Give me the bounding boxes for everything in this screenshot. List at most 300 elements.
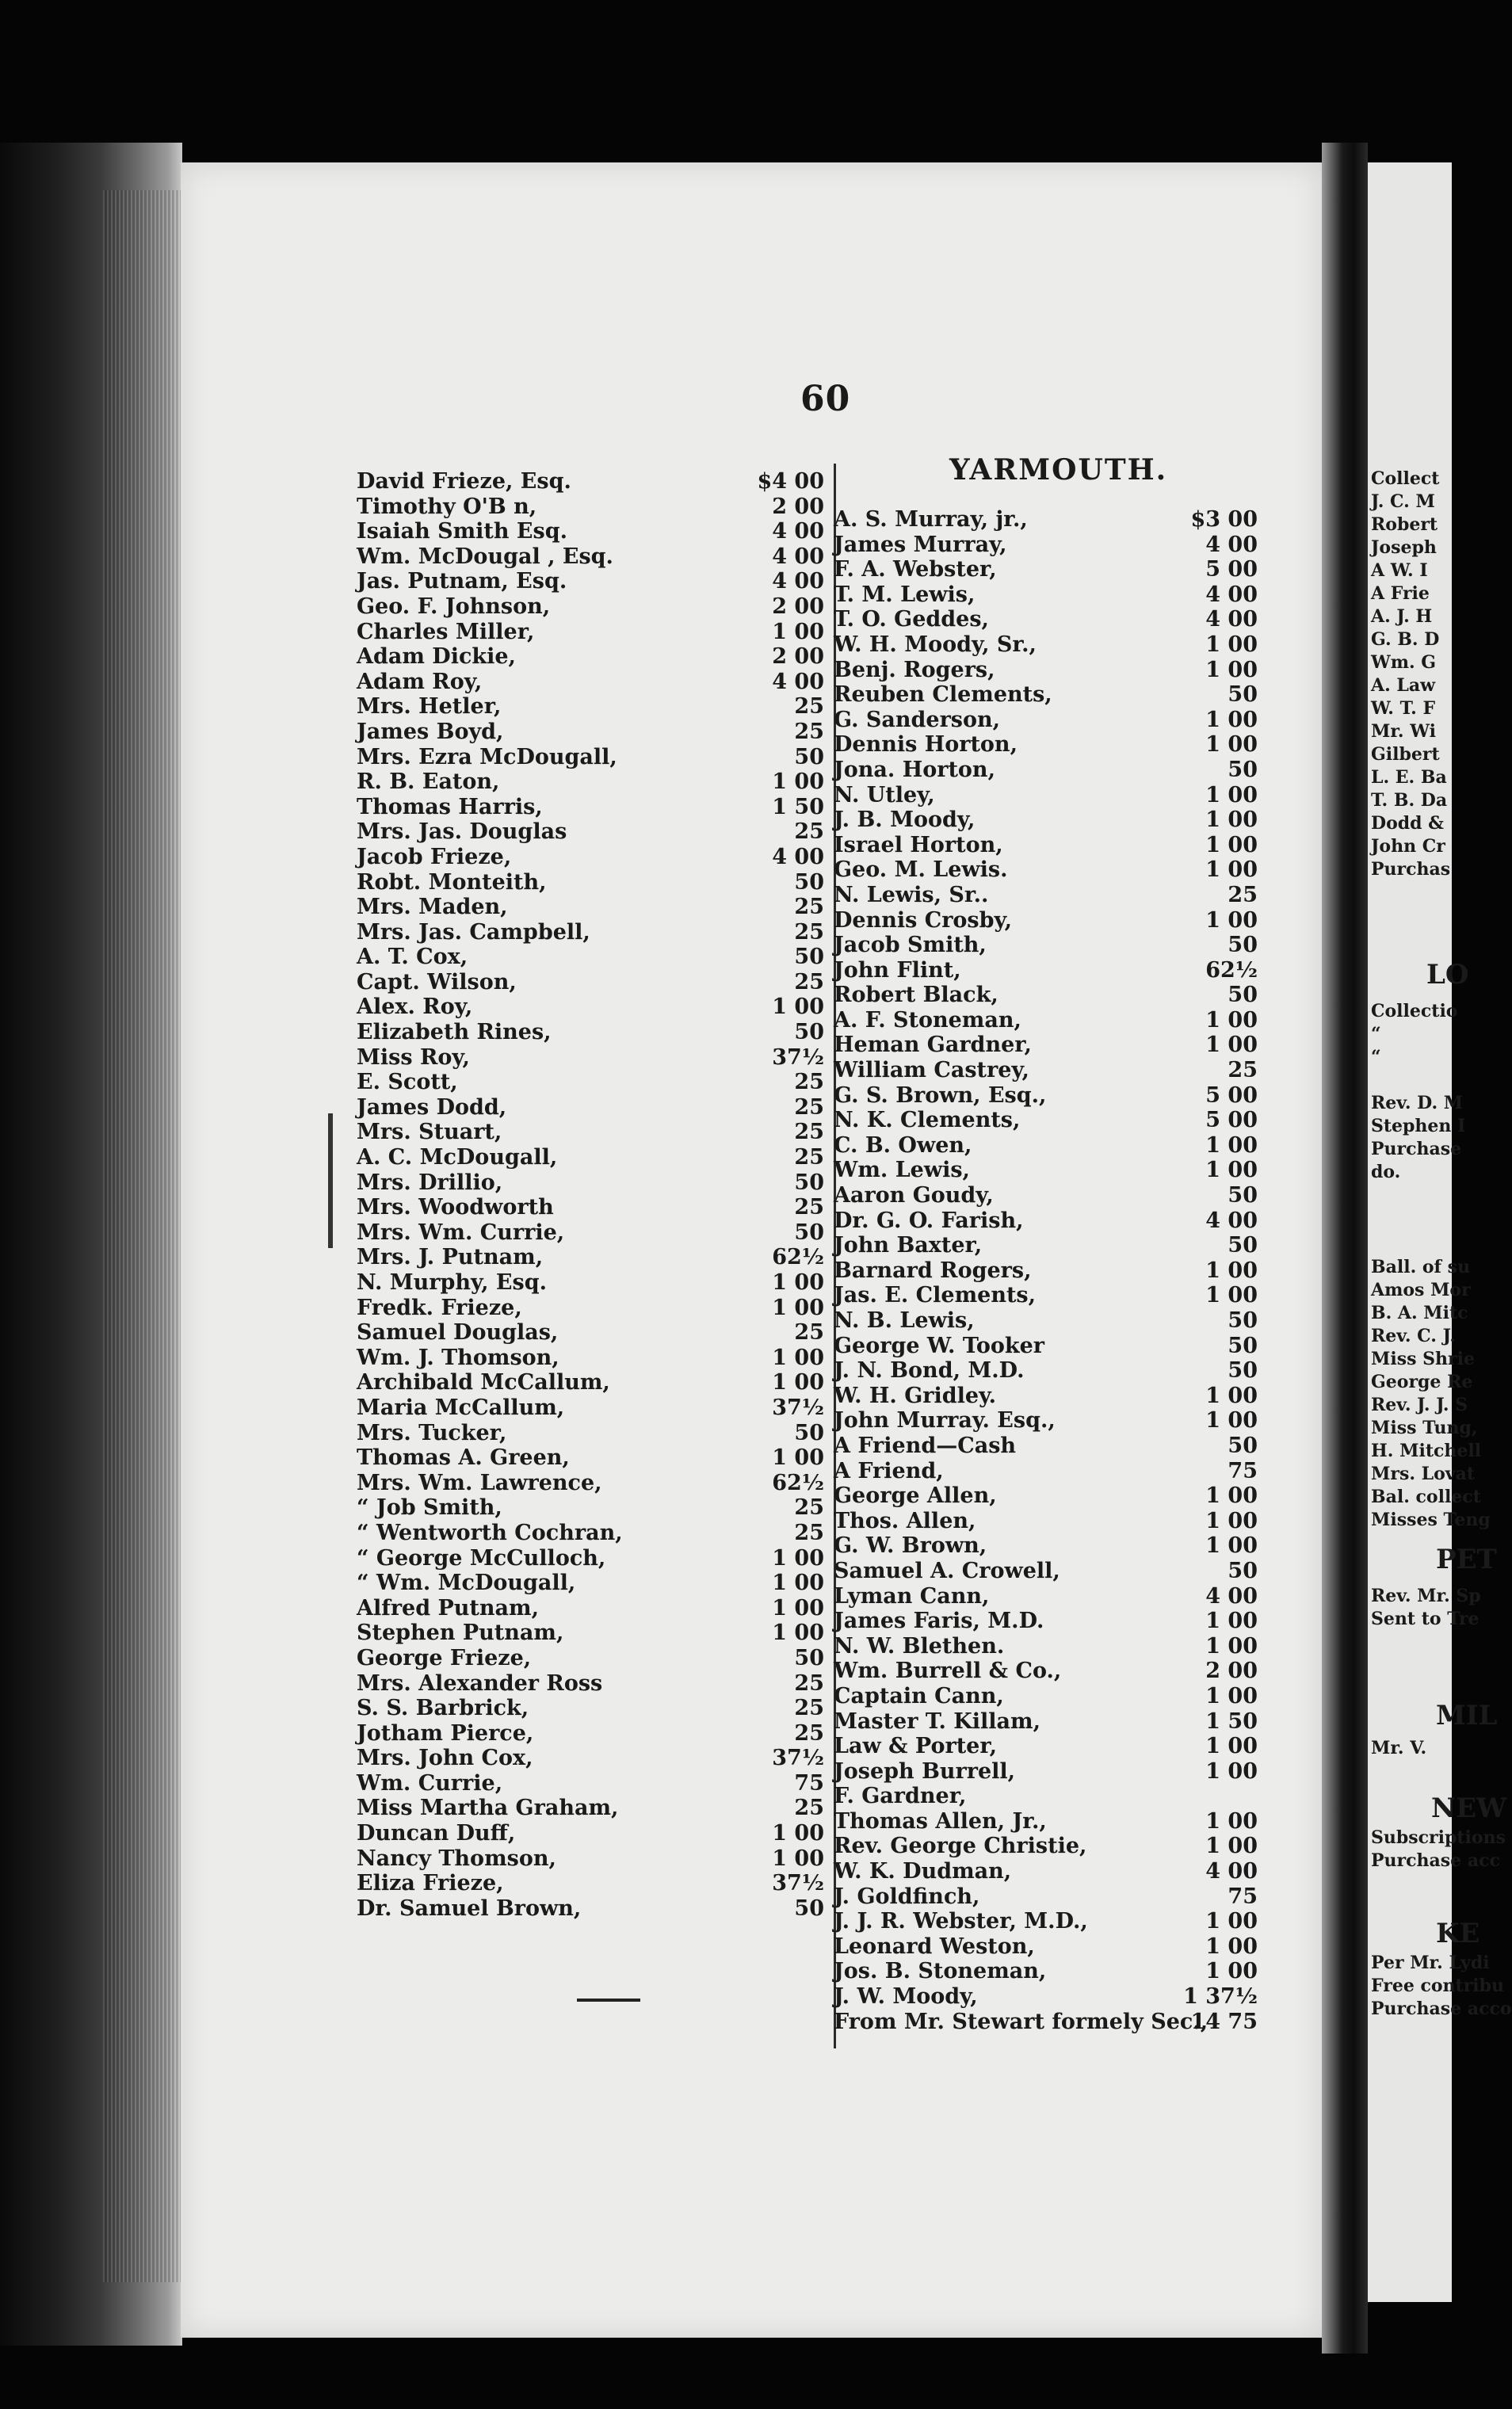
list-item (834, 1459, 1277, 1484)
facing-page-line: Mr. V. (1371, 1738, 1427, 1758)
list-item (834, 807, 1277, 833)
subscriber-name: Thomas Allen, Jr., (834, 1808, 1047, 1834)
subscriber-name: Mrs. Jas. Campbell, (357, 919, 590, 945)
list-item (834, 632, 1277, 658)
subscription-amount: 1 00 (772, 995, 824, 1020)
list-item (834, 1659, 1277, 1684)
facing-page-line: W. T. F (1371, 698, 1436, 719)
list-item (357, 1445, 832, 1471)
subscription-amount: 1 00 (1205, 1934, 1258, 1959)
facing-page-list-new (1371, 1827, 1506, 1873)
subscriber-name: Stephen Putnam, (357, 1621, 564, 1646)
subscriber-name: John Murray. Esq., (834, 1408, 1056, 1434)
list-item (357, 769, 832, 795)
facing-page-line: B. A. Mitc (1371, 1303, 1468, 1323)
subscription-amount: 2 00 (772, 644, 824, 670)
list-item (834, 1183, 1277, 1208)
list-item (357, 720, 832, 745)
subscription-amount: 50 (794, 869, 824, 895)
subscriber-name: Wm. Lewis, (834, 1158, 970, 1183)
subscription-amount: 25 (1228, 1058, 1258, 1083)
subscription-amount: 1 00 (1205, 1683, 1258, 1708)
subscription-amount: 50 (1228, 1233, 1258, 1258)
list-item (834, 1809, 1277, 1834)
list-item (357, 819, 832, 845)
subscription-amount: 50 (794, 1020, 824, 1045)
list-item (357, 995, 832, 1020)
list-item (834, 1233, 1277, 1258)
subscription-amount: $4 00 (757, 469, 824, 494)
list-item (357, 620, 832, 645)
list-item (357, 1821, 832, 1846)
facing-page-list-pet (1371, 1585, 1481, 1631)
subscriber-name: Jas. Putnam, Esq. (357, 569, 567, 594)
subscription-amount: 50 (794, 1220, 824, 1245)
list-item (834, 582, 1277, 608)
list-item (357, 1546, 832, 1571)
facing-page-line: Collect (1371, 468, 1440, 489)
subscription-amount: 1 00 (1205, 1758, 1258, 1784)
subscription-amount: 50 (1228, 1433, 1258, 1458)
facing-page-line: L. E. Ba (1371, 767, 1447, 788)
subscriber-name: C. B. Owen, (834, 1132, 972, 1158)
subscriber-name: Nancy Thomson, (357, 1846, 556, 1871)
subscriber-name: Mrs. Stuart, (357, 1120, 502, 1145)
subscription-amount: 62½ (1205, 957, 1258, 983)
list-item (834, 1634, 1277, 1659)
subscription-amount: 25 (794, 895, 824, 920)
subscription-amount: 50 (1228, 1183, 1258, 1208)
subscriber-name: Maria McCallum, (357, 1395, 565, 1420)
subscription-amount: 50 (794, 1896, 824, 1921)
facing-heading-lo: LO (1426, 959, 1469, 991)
subscription-amount: 4 00 (1205, 582, 1258, 607)
subscription-amount: 62½ (772, 1245, 824, 1270)
subscriber-name: S. S. Barbrick, (357, 1696, 529, 1721)
list-item (357, 1521, 832, 1546)
subscription-amount: 25 (794, 969, 824, 995)
facing-page-list-mil (1371, 1737, 1426, 1760)
facing-heading-ke: KE (1436, 1918, 1480, 1949)
subscriber-name: A Friend, (834, 1458, 944, 1483)
subscriber-name: J. Goldfinch, (834, 1884, 980, 1909)
subscriber-name: Timothy O'B n, (357, 494, 537, 519)
subscriber-name: Mrs. Woodworth (357, 1195, 554, 1220)
list-item (834, 933, 1277, 958)
list-item (834, 2010, 1277, 2035)
subscription-amount: 50 (1228, 757, 1258, 782)
list-item (357, 1495, 832, 1521)
subscription-amount: 75 (1228, 1884, 1258, 1909)
list-item (834, 1734, 1277, 1759)
subscriber-name: Dr. Samuel Brown, (357, 1896, 582, 1921)
subscription-amount: 1 00 (1205, 1132, 1258, 1158)
subscription-amount: 1 00 (1205, 1258, 1258, 1283)
subscriber-name: Rev. George Christie, (834, 1834, 1087, 1859)
subscription-amount: 1 00 (1205, 1408, 1258, 1434)
subscription-amount: 1 00 (772, 619, 824, 644)
subscriber-name: Thos. Allen, (834, 1508, 976, 1533)
subscription-amount: 1 00 (1205, 707, 1258, 732)
subscription-amount: 4 00 (772, 844, 824, 869)
subscription-amount: 25 (794, 919, 824, 945)
subscriber-name: Dr. G. O. Farish, (834, 1208, 1024, 1233)
subscription-amount: 1 00 (1205, 1483, 1258, 1509)
subscriber-name: Aaron Goudy, (834, 1183, 994, 1208)
facing-page-line: do. (1371, 1162, 1401, 1182)
list-item (357, 1270, 832, 1296)
list-item (834, 1058, 1277, 1083)
subscription-amount: 5 00 (1205, 1108, 1258, 1133)
list-item (357, 1721, 832, 1747)
subscriber-name: Capt. Wilson, (357, 969, 517, 995)
subscription-amount: 1 00 (1205, 832, 1258, 857)
list-item (834, 1408, 1277, 1434)
section-heading-yarmouth: YARMOUTH. (949, 453, 1168, 487)
subscriber-name: Adam Dickie, (357, 644, 516, 670)
facing-page-line: Amos Mor (1371, 1280, 1471, 1300)
subscriber-name: N. K. Clements, (834, 1108, 1021, 1133)
list-item (357, 1421, 832, 1446)
subscriber-name: N. W. Blethen. (834, 1633, 1005, 1659)
subscription-amount: 1 00 (772, 1595, 824, 1621)
subscriber-name: A. F. Stoneman, (834, 1007, 1021, 1033)
subscriber-name: Jona. Horton, (834, 757, 995, 782)
subscriber-name: F. A. Webster, (834, 557, 997, 582)
list-item (834, 1108, 1277, 1133)
facing-page-line: Per Mr. Lydi (1371, 1953, 1490, 1973)
subscription-amount: 1 00 (1205, 1007, 1258, 1033)
facing-page-line: Joseph (1371, 537, 1437, 558)
subscription-amount: 50 (1228, 983, 1258, 1008)
subscriber-name: A. T. Cox, (357, 945, 468, 970)
list-item (357, 694, 832, 720)
list-item (357, 670, 832, 695)
facing-page-line: Purchase acc (1371, 1850, 1500, 1871)
subscription-amount: 62½ (772, 1470, 824, 1495)
subscription-amount: 1 00 (772, 1621, 824, 1646)
list-item (834, 1859, 1277, 1884)
subscriber-name: Barnard Rogers, (834, 1258, 1032, 1283)
list-item (834, 1158, 1277, 1183)
subscriber-name: N. Utley, (834, 782, 935, 807)
subscription-amount: 2 00 (772, 494, 824, 519)
subscriber-name: Reuben Clements, (834, 682, 1052, 708)
subscription-amount: 37½ (772, 1871, 824, 1896)
subscriber-name: “ Job Smith, (357, 1495, 502, 1521)
list-item (834, 1533, 1277, 1559)
list-item (834, 833, 1277, 858)
facing-page-line: J. C. M (1371, 491, 1435, 512)
subscriber-name: George W. Tooker (834, 1333, 1044, 1358)
facing-page-line: Collectio (1371, 1001, 1458, 1021)
subscription-amount: 4 00 (772, 544, 824, 569)
list-item (357, 1170, 832, 1196)
subscriber-name: F. Gardner, (834, 1784, 967, 1809)
facing-page-line (1371, 1069, 1465, 1092)
list-item (357, 1696, 832, 1721)
facing-page-line: Rev. C. J. (1371, 1326, 1456, 1346)
list-item (834, 883, 1277, 908)
list-item (834, 1283, 1277, 1308)
list-item (357, 795, 832, 820)
subscriber-name: Wm. Currie, (357, 1770, 503, 1796)
list-item (357, 469, 832, 494)
list-item (834, 1609, 1277, 1634)
facing-page-line: A. Law (1371, 675, 1436, 696)
subscriber-name: N. Lewis, Sr.. (834, 882, 989, 907)
subscriber-name: “ Wentworth Cochran, (357, 1520, 623, 1545)
subscriber-name: Archibald McCallum, (357, 1370, 610, 1395)
subscription-amount: 1 00 (1205, 807, 1258, 833)
subscriber-name: Charles Miller, (357, 619, 535, 644)
subscriber-name: Jas. E. Clements, (834, 1283, 1037, 1308)
subscriber-name: Samuel Douglas, (357, 1320, 559, 1346)
list-item (357, 594, 832, 620)
subscription-amount: 1 00 (1205, 1959, 1258, 1984)
subscription-amount: 75 (794, 1770, 824, 1796)
facing-page-line: Miss Shrie (1371, 1349, 1475, 1369)
subscription-amount: 25 (794, 1520, 824, 1545)
subscriber-name: J. B. Moody, (834, 807, 976, 833)
list-item (834, 1258, 1277, 1284)
list-item (357, 970, 832, 995)
facing-page-list-ke (1371, 1952, 1512, 2021)
subscription-amount: 5 00 (1205, 1082, 1258, 1108)
subscriber-name: Wm. McDougal , Esq. (357, 544, 613, 569)
subscriber-name: George Allen, (834, 1483, 997, 1509)
subscriber-name: Mrs. Hetler, (357, 694, 502, 720)
list-item (834, 1483, 1277, 1509)
list-item (357, 895, 832, 920)
list-item (357, 1095, 832, 1121)
list-item (834, 758, 1277, 783)
facing-page-line: Subscriptions (1371, 1827, 1506, 1848)
facing-page-line: Wm. G (1371, 652, 1437, 673)
subscription-amount: 1 00 (772, 1370, 824, 1395)
list-item (357, 1746, 832, 1771)
list-item (834, 1358, 1277, 1384)
subscriber-name: Wm. J. Thomson, (357, 1345, 559, 1370)
facing-page-line: “ (1371, 1047, 1381, 1067)
margin-mark (328, 1113, 333, 1248)
subscriber-name: W. K. Dudman, (834, 1859, 1012, 1884)
subscriber-name: Samuel A. Crowell, (834, 1558, 1060, 1583)
subscriber-name: W. H. Moody, Sr., (834, 632, 1037, 657)
subscriber-name: Dennis Horton, (834, 732, 1018, 758)
subscription-amount: 1 00 (772, 1846, 824, 1871)
subscription-amount: 4 00 (772, 569, 824, 594)
subscriber-name: Elizabeth Rines, (357, 1020, 552, 1045)
list-item (357, 1596, 832, 1621)
subscription-amount: 25 (794, 819, 824, 845)
list-item (834, 1384, 1277, 1409)
subscription-amount: 25 (794, 719, 824, 744)
subscription-amount: 1 00 (1205, 1283, 1258, 1308)
subscriber-name: Isaiah Smith Esq. (357, 519, 567, 544)
subscriber-list-yarmouth (834, 507, 1277, 2034)
subscriber-name: Mrs. Wm. Lawrence, (357, 1470, 602, 1495)
subscription-amount: 1 00 (1205, 1808, 1258, 1834)
list-item (834, 732, 1277, 758)
subscriber-name: J. N. Bond, M.D. (834, 1358, 1025, 1384)
subscriber-name: Geo. F. Johnson, (357, 594, 551, 619)
list-item (357, 1370, 832, 1395)
subscription-amount: 37½ (772, 1044, 824, 1070)
subscription-amount: 5 00 (1205, 557, 1258, 582)
subscriber-name: Mrs. Drillio, (357, 1170, 503, 1195)
subscriber-name: R. B. Eaton, (357, 769, 500, 795)
list-item (357, 1771, 832, 1796)
subscription-amount: 1 50 (1205, 1708, 1258, 1734)
subscription-amount: 50 (1228, 1558, 1258, 1583)
list-item (357, 1320, 832, 1346)
subscription-amount: 50 (1228, 1358, 1258, 1384)
subscription-amount: 25 (794, 1495, 824, 1521)
facing-heading-pet: PET (1436, 1544, 1497, 1575)
subscriber-name: Jacob Smith, (834, 933, 987, 958)
list-item (357, 1070, 832, 1095)
list-item (834, 607, 1277, 632)
subscriber-name: David Frieze, Esq. (357, 469, 571, 494)
list-item (357, 1571, 832, 1596)
subscription-amount: 1 00 (1205, 1508, 1258, 1533)
subscriber-name: Dennis Crosby, (834, 907, 1013, 933)
list-item (834, 557, 1277, 582)
facing-page-line: A W. I (1371, 560, 1428, 581)
facing-page-line: “ (1371, 1024, 1381, 1044)
facing-page-line: Mrs. Lovat (1371, 1464, 1475, 1484)
list-item (834, 908, 1277, 933)
subscription-amount: 1 00 (1205, 857, 1258, 883)
facing-page-line: Purchase acco (1371, 1999, 1512, 2019)
subscription-amount: 25 (794, 1796, 824, 1821)
subscription-amount: 4 00 (1205, 1583, 1258, 1609)
subscriber-name: N. Murphy, Esq. (357, 1270, 547, 1295)
subscriber-name: Alex. Roy, (357, 995, 473, 1020)
facing-page-line: T. B. Da (1371, 790, 1448, 811)
facing-page-line: Bal. collect (1371, 1487, 1481, 1507)
facing-page-line: John Cr (1371, 836, 1445, 857)
subscription-amount: $3 00 (1190, 507, 1258, 532)
facing-page-line: G. B. D (1371, 629, 1440, 650)
list-item (834, 1984, 1277, 2010)
subscriber-name: Israel Horton, (834, 832, 1003, 857)
subscription-amount: 1 00 (772, 1571, 824, 1596)
list-item (834, 958, 1277, 983)
subscriber-name: Master T. Killam, (834, 1708, 1040, 1734)
list-item (834, 1133, 1277, 1159)
subscriber-name: Robt. Monteith, (357, 869, 547, 895)
subscription-amount: 50 (1228, 933, 1258, 958)
subscriber-name: Adam Roy, (357, 669, 483, 694)
subscriber-name: A. S. Murray, jr., (834, 507, 1028, 532)
subscriber-name: Fredk. Frieze, (357, 1295, 522, 1320)
subscriber-name: N. B. Lewis, (834, 1308, 975, 1333)
list-item (357, 1045, 832, 1071)
subscription-amount: 1 00 (772, 1821, 824, 1846)
subscription-amount: 1 00 (772, 1545, 824, 1571)
book-gutter (1322, 143, 1368, 2354)
subscriber-name: Alfred Putnam, (357, 1595, 540, 1621)
list-item (357, 870, 832, 895)
list-item (357, 1296, 832, 1321)
subscription-amount: 50 (794, 1420, 824, 1445)
list-item (357, 644, 832, 670)
facing-page-line: Purchase (1371, 1139, 1462, 1159)
list-item (357, 544, 832, 570)
subscriber-name: James Dodd, (357, 1094, 507, 1120)
facing-page-line: Free contribu (1371, 1976, 1505, 1996)
subscription-amount: 4 00 (1205, 607, 1258, 632)
subscription-amount: 25 (794, 1670, 824, 1696)
subscription-amount: 4 00 (1205, 1859, 1258, 1884)
subscription-amount: 25 (794, 1696, 824, 1721)
facing-heading-new: NEW (1431, 1792, 1507, 1824)
list-item (834, 1308, 1277, 1334)
subscriber-name: Mrs. J. Putnam, (357, 1245, 544, 1270)
facing-page-line: Robert (1371, 514, 1438, 535)
list-item (357, 1395, 832, 1421)
subscriber-name: A. C. McDougall, (357, 1145, 558, 1170)
list-item (834, 1584, 1277, 1609)
subscription-amount: 1 00 (1205, 1909, 1258, 1934)
subscriber-name: J. W. Moody, (834, 1984, 978, 2010)
subscription-amount: 14 75 (1190, 2009, 1258, 2034)
closing-rule (577, 1999, 640, 2002)
subscription-amount: 1 00 (772, 1445, 824, 1471)
subscriber-name: Mrs. John Cox, (357, 1746, 533, 1771)
list-item (357, 945, 832, 970)
list-item (357, 1120, 832, 1145)
subscriber-name: Wm. Burrell & Co., (834, 1659, 1062, 1684)
list-item (357, 1846, 832, 1872)
list-item (357, 1796, 832, 1821)
subscriber-name: Joseph Burrell, (834, 1758, 1016, 1784)
subscriber-name: Eliza Frieze, (357, 1871, 504, 1896)
subscription-amount: 50 (1228, 1333, 1258, 1358)
facing-heading-mil: MIL (1436, 1700, 1498, 1731)
page-edges (103, 190, 182, 2282)
page-number: 60 (800, 379, 851, 419)
list-item (834, 1434, 1277, 1459)
subscriber-name: Miss Martha Graham, (357, 1796, 619, 1821)
subscriber-name: James Faris, M.D. (834, 1609, 1044, 1634)
subscriber-name: A Friend—Cash (834, 1433, 1017, 1458)
subscriber-name: Miss Roy, (357, 1044, 470, 1070)
list-item (834, 1334, 1277, 1359)
subscription-amount: 4 00 (1205, 1208, 1258, 1233)
subscription-amount: 25 (794, 1094, 824, 1120)
subscriber-name: Robert Black, (834, 983, 998, 1008)
subscriber-name: Heman Gardner, (834, 1033, 1032, 1058)
list-item (834, 1033, 1277, 1058)
subscription-amount: 1 00 (1205, 1734, 1258, 1759)
subscription-amount: 1 00 (772, 1345, 824, 1370)
subscription-amount: 25 (794, 1720, 824, 1746)
subscriber-name: Captain Cann, (834, 1683, 1004, 1708)
list-item (834, 1909, 1277, 1934)
list-item (357, 1871, 832, 1896)
list-item (834, 533, 1277, 558)
subscriber-name: Mrs. Jas. Douglas (357, 819, 567, 845)
facing-page-line: H. Mitchell (1371, 1441, 1482, 1461)
subscriber-name: G. W. Brown, (834, 1533, 987, 1559)
facing-page-line: Dodd & (1371, 813, 1445, 834)
subscriber-name: E. Scott, (357, 1070, 458, 1095)
facing-page-list-top (1371, 468, 1450, 881)
facing-page-line: Stephen I (1371, 1116, 1466, 1136)
